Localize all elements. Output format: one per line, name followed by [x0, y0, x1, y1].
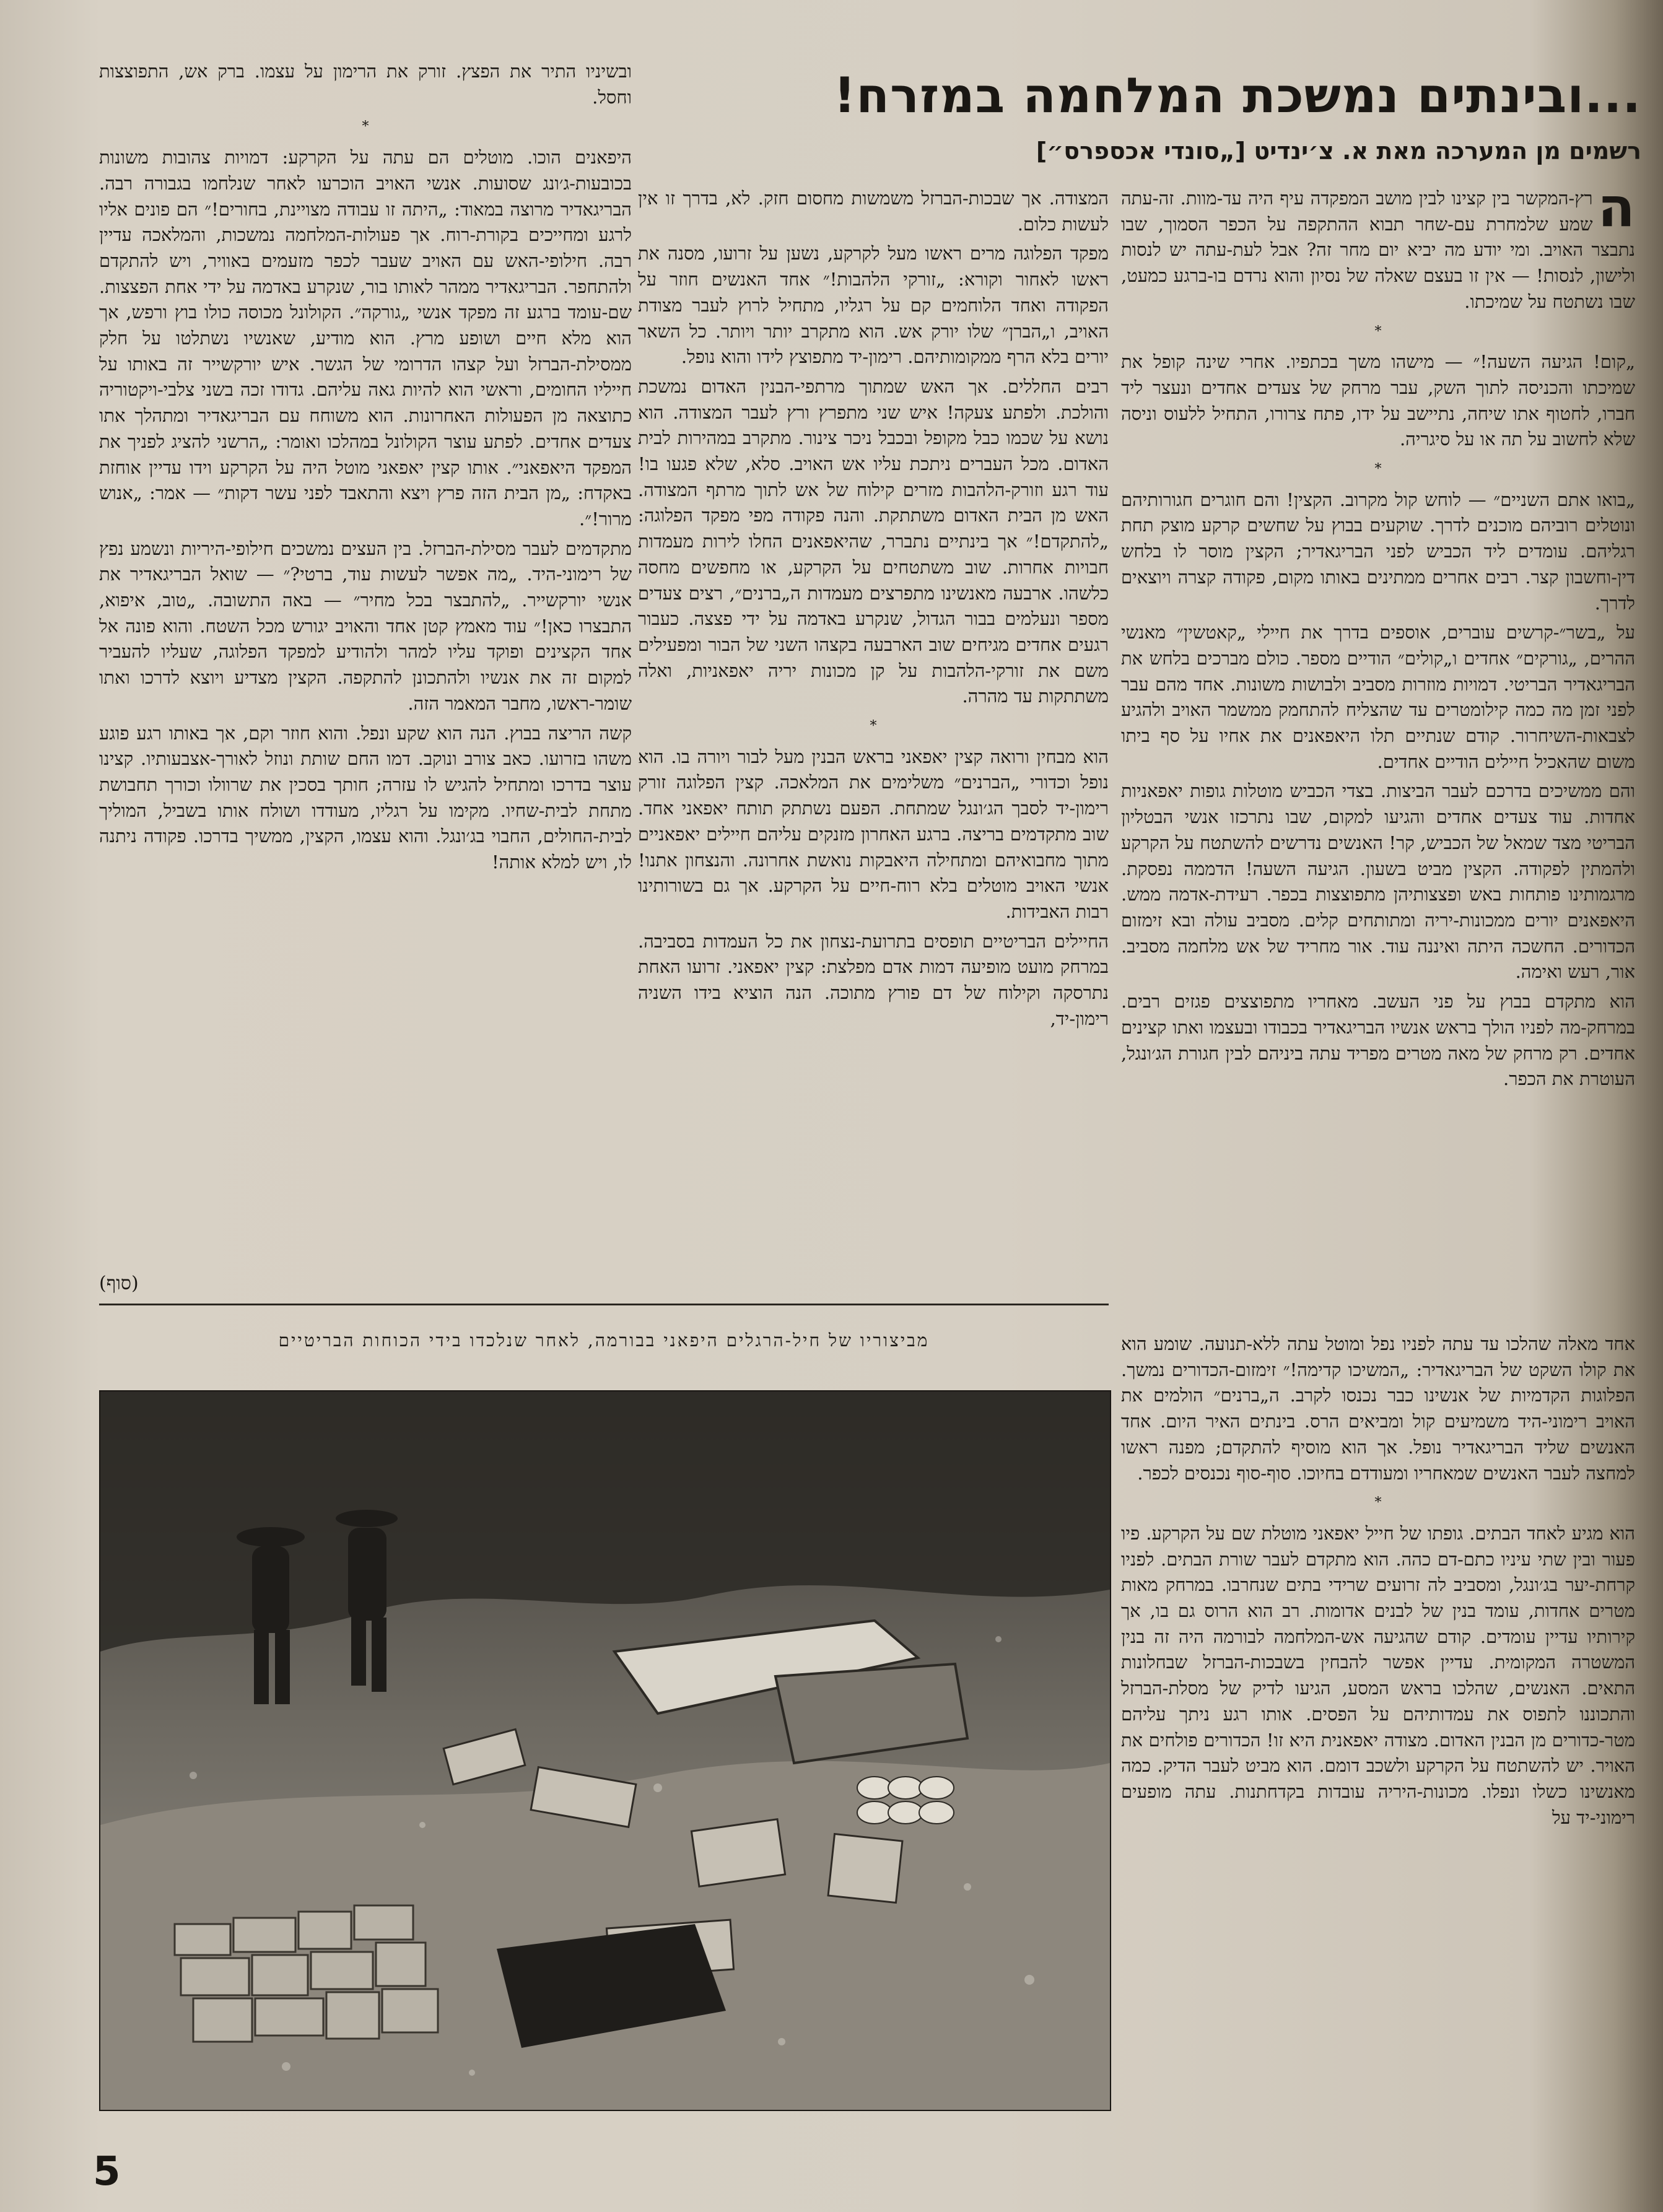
- paragraph: על „בשר״-קרשים עוברים, אוספים בדרך את חיילי „קאטשין״ מאנשי ההרים, „גורקים״ אחדים ו„קולים״ הודיים מספר. כולם מברכים בלחש את הבריגאדיר הבריטי. דמויות מוזרות מסביב ולבושות משונות. אחד מהם עבר לפני זמן מה כמה קילומטרים עד שהצליח להתחמק ממשמר האויב ולהגיע לצבאות-השיחרור. קודם שנתיים תלו היאפאנים את אחיו על סף ביתו משום שהאכיל חיילים הודיים אחדים.: [1121, 622, 1635, 772]
- paragraph: החיילים הבריטיים תופסים בתרועת-נצחון את כל העמדות בסביבה. במרחק מועט מופיעה דמות אדם מפלצת: קצין יאפאני. זרועו האחת נתרסקה וקילוח של דם פורץ מתוכה. הנה הוציא בידו השניה רימון-יד,: [638, 930, 1109, 1029]
- column-right: [1121, 186, 1635, 1273]
- paragraph: המצודה. אך שבכות-הברזל משמשות מחסום חזק. לא, בדרך זו אין לעשות כלום.: [638, 188, 1109, 235]
- separator-star: *: [870, 718, 877, 734]
- paragraph: הוא מתקדם בבוץ על פני העשב. מאחריו מתפוצצים פגזים רבים. במרחק-מה לפניו הולך בראש אנשיו הבריגאדיר בכבודו ובעצמו ואתו קצינים אחדים. רק מרחק של מאה מטרים מפריד עתה ביניהם לבין חגורת הג׳ונגל, העוטרת את הכפר.: [1121, 991, 1635, 1090]
- paragraph: רץ-המקשר בין קצינו לבין מושב המפקדה עיף היה עד-מוות. זה-עתה שמע שלמחרת עם-שחר תבוא ההתקפה על הכפר הסמוך, שבו נתבצר האויב. ומי יודע מה יביא יום מחר זה? אבל לעת-עתה יש לנסות ולישון, לנסות! — אין זו בעצם שאלה של נסיון והוא נרדם בו-ברגע כמעט, שבו נשתטח על שמיכתו.: [1121, 188, 1635, 312]
- photo-image: [100, 1391, 1110, 2110]
- paragraph: קשה הריצה בבוץ. הנה הוא שקע ונפל. והוא חוזר וקם, אך באותו רגע פוגע משהו בזרועו. כאב צורב ונוקב. דמו החם שותת ונוזל לאורך-אצבעותיו. קצינו עוצר בדרכו ומתחיל להגיש לו עזרה; חותך בסכין את שרוולו וכורך תחבושת מתחת לבית-שחיו. מקימו על רגליו, מעודדו ושולח אותו בשביל, המוליך לבית-החולים, החבוי בג׳ונגל. והוא עצמו, הקצין, ממשיך בדרכו. פקודה ניתנה לו, ויש למלא אותה!: [99, 722, 632, 873]
- paragraph: ובשיניו התיר את הפצץ. זורק את הרימון על עצמו. ברק אש, התפוצצות וחסל.: [99, 61, 632, 108]
- paragraph: הוא מבחין ורואה קצין יאפאני בראש הבנין מעל לבור ויורה בו. הוא נופל וכדורי „הברנים״ משלימים את המלאכה. קצין הפלוגה זורק רימון-יד לסבך הג׳ונגל שמתחת. הפעם נשתתק תותח יאפאני אחד. שוב מתקדמים בריצה. ברגע האחרון מזנקים עליהם חיילים יאפאניים מתוך מחבואיהם ומתחילה היאבקות נואשת אחרונה. והנצחון אתנו! אנשי האויב מוטלים בלא רוח-חיים על הקרקע. אך גם בשורותינו רבות האבידות.: [638, 746, 1109, 922]
- drop-cap: ה: [1597, 186, 1635, 239]
- paragraph: והם ממשיכים בדרכם לעבר הביצות. בצדי הכביש מוטלות גופות יאפאניות אחדות. עוד צעדים אחדים והגיעו למקום, שבו נתרכזו אנשי הבטליון הבריטי מצד שמאל של הכביש, קר! האנשים נדרשים להשתטח על הקרקע ולהמתין לפקודה. הקצין מביט בשעון. הגיעה השעה! הדממה נפסקת. מרגמותינו פותחות באש ופצצותיהן מתפוצצות בכפר. רעידת-אדמה ממש. היאפאנים יורים ממכונות-יריה ומתותחים קלים. מסביב עולה ובא זימזום הכדורים. החשכה היתה ואיננה עוד. אור מחריד של אש מלחמה מסביב. אור, רעש ואימה.: [1121, 780, 1635, 983]
- photo-caption: מביצוריו של חיל-הרגלים היפאני בבורמה, לאחר שנלכדו בידי הכוחות הבריטיים: [278, 1330, 930, 1351]
- column-left: [99, 59, 632, 1273]
- separator-star: *: [1374, 461, 1382, 477]
- separator-star: *: [362, 119, 369, 135]
- paragraph: „קום! הגיעה השעה!״ — מישהו משך בכתפיו. אחרי שינה קופל את שמיכתו והכניסה לתוך השק, עבר מרחק של צעדים אחדים ונעצר ליד חברו, לחטוף אתו שיחה, נתיישב על ידו, פתח צרורו, התחיל ללעוס וניסה שלא לחשוב על תה או על סיגריה.: [1121, 351, 1635, 450]
- war-photograph: [99, 1390, 1111, 2111]
- separator-star: *: [1374, 1495, 1382, 1511]
- paragraph: אחד מאלה שהלכו עד עתה לפניו נפל ומוטל עתה ללא-תנועה. שומע הוא את קולו השקט של הבריגאדיר: „המשיכו קדימה!״ זימזום-הכדורים נמשך. הפלוגות הקדמיות של אנשינו כבר נכנסו לקרב. ה„ברנים״ הולמים את האויב רימוני-היד משמיעים קול ומביאים הרס. בינתים האיר היום. אחד האנשים שליד הבריגאדיר נופל. אך הוא מוסיף להתקדם; מפנה ראשו למחצה לעבר האנשים שמאחריו ומעודדם בחיוכו. סוף-סוף נכנסים לכפר.: [1121, 1333, 1635, 1484]
- column-right-lower: [1121, 1331, 1635, 2198]
- article-title: ...ובינתים נמשכת המלחמה במזרח!: [833, 68, 1641, 124]
- paragraph: הוא מגיע לאחד הבתים. גופתו של חייל יאפאני מוטלת שם על הקרקע. פיו פעור ובין שתי עיניו כתם-דם כהה. הוא מתקדם לעבר שורת הבתים. לפניו קרחת-יער בג׳ונגל, ומסביב לה זרועים שרידי בתים שנחרבו. במרחק מאות מטרים אחדות, עומד בנין של לבנים אדומות. רב הוא הרוס גם בו, אך קירותיו עדיין עומדים. קודם שהגיעה אש-המלחמה לבורמה היה זה בנין המשטרה המקומית. עדיין אפשר להבחין בשבכות-הברזל שבחלונות התאים. האנשים, שהלכו בראש המסע, הגיעו לדיק של מסלת-הברזל והתכוננו לתפוס את עמדותיהם על הפסים. אותו רגע ניתך עליהם מטר-כדורים מן הבנין האדום. מצודה יאפאנית היא זו! הכדורים פולחים את האויר. יש להשתטח על הקרקע ולשכב דומם. הוא מביט לעבר הדיק. כמה מאנשינו כשלו ונפלו. מכונות-היריה עובדות בקדחתנות. עתה מופעים רימוני-יד על: [1121, 1522, 1635, 1828]
- paragraph: מתקדמים לעבר מסילת-הברזל. בין העצים נמשכים חילופי-היריות ונשמע נפץ של רימוני-היד. „מה אפשר לעשות עוד, ברטי?״ — שואל הבריגאדיר את אנשי יורקשייר. „להתבצר בכל מחיר״ — באה התשובה. „טוב, איפוא, התבצרו כאן!״ עוד מאמץ קטן אחד והאויב יגורש מכל השטח. והוא פונה אל אחד הקצינים ופוקד עליו למהר ולהודיע למפקד הפלוגה, שעליו להעביר למקום זה את אנשיו ולהתכונן להתקפה. הקצין מצדיע ויוצא לדרכו ואתו שומר-ראשו, מחבר המאמר הזה.: [99, 538, 632, 714]
- article-byline: רשמים מן המערכה מאת א. צ׳ינדיט [„סונדי אכספרס״]: [1036, 137, 1641, 165]
- paragraph: רבים החללים. אך האש שמתוך מרתפי-הבנין האדום נמשכת והולכת. ולפתע צעקה! איש שני מתפרץ ורץ לעבר המצודה. הוא נושא על שכמו כבל מקופל ובכבל ניכר צינור. מתקרב במהירות לבית האדום. מכל העברים ניתכת עליו אש האויב. סלא, שלא פגעו בו! עוד רגע וזורק-הלהבות מזרים קילוח של אש לתוך מרתף המצודה. האש מן הבית האדום משתתקת. והנה פקודה מפי מפקד הפלוגה: „להתקדם!״ אך בינתיים נתברר, שהיאפאנים החלו לירות מעמדות חבויות אחרות. שוב משתטחים על הקרקע, או מחפשים מחסה כלשהו. ארבעה מאנשינו מתפרצים מעמדות ה„ברנים״, רצים צעדים מספר ונעלמים בבור הגדול, שנקרע באדמה על ידי פצצה. כעבור רגעים אחדים מגיחים שוב הארבעה בקצהו השני של הבור ומפעילים משם את זורקי-הלהבות על קן מכונות יריה יאפאניות, ואלה משתתקות עד מהרה.: [638, 375, 1109, 707]
- page-number: 5: [93, 2149, 121, 2195]
- paragraph: „בואו אתם השניים״ — לוחש קול מקרוב. הקצין! והם חוגרים חגורותיהם ונוטלים רוביהם מוכנים לדרך. שוקעים בבוץ על שחשים קרקע מוצק תחת רגליהם. עומדים ליד הכביש לפני הבריגאדיר; הקצין מוסר לו בלחש דין-וחשבון קצר. רבים אחרים ממתינים באותו מקום, פקודה קצרה ויוצאים לדרך.: [1121, 489, 1635, 614]
- paragraph: מפקד הפלוגה מרים ראשו מעל לקרקע, נשען על זרועו, מסנה את ראשו לאחור וקורא: „זורקי הלהבות!״ אחד האנשים חוזר על הפקודה ואחד הלוחמים קם על רגליו, מתחיל לרוץ לעבר מצודת האויב, ו„הברן״ שלו יורק אש. הוא מתקרב יותר ויותר. כל השאר יורים בלא הרף ממקומותיהם. רימון-יד מתפוצץ לידו והוא נופל.: [638, 243, 1109, 368]
- column-middle: [638, 186, 1109, 1273]
- paragraph: היפאנים הוכו. מוטלים הם עתה על הקרקע: דמויות צהובות משונות בכובעות-ג׳ונג שסועות. אנשי האויב הוכרעו לאחר שנלחמו בגבורה רבה. הבריגאדיר מרוצה במאוד: „היתה זו עבודה מצויינת, בחורים!״ הם פונים אליו לרגע ומחייכים בקורת-רוח. אך פעולות-המלחמה נמשכות, והמלאכה עדיין רבה. חילופי-האש עם האויב שעבר לכפר מזעמים באוויר, ויש להתקדם ולהתחפר. הבריגאדיר ממהר לאותו בור, שנקרע באדמה על ידי אחת הפצצות. שם-עומד ברגע זה מפקד אנשי „גורקה״. הקולונל מכוסה כולו בוץ ורפש, אך הוא מלא חיים ושופע מרץ. הוא מודיע, שאנשיו נשתלטו על חלק ממסילת-הברזל ועל קצהו הדרומי של הגשר. איש יורקשייר זה באותו על חייליו החומים, וראשי הוא להיות גאה עליהם. גדודו זכה בשני צלבי-ויקטוריה כתוצאה מן הפעולות האחרונות. הוא משוחח עם הבריגאדיר ומתהלך אתו צעדים אחדים. לפתע עוצר הקולונל במהלכו ואומר: „הרשני להציג לפניך את המפקד היאפאני״. אותו קצין יאפאני מוטל היה על הקרקע וידו עדיין אוחזת באקדח: „מן הבית הזה פרץ ויצא והתאבד לפני עשר דקות״ — אמר: „אנוש מרור!״.: [99, 147, 632, 529]
- separator-star: *: [1374, 323, 1382, 339]
- end-mark: (סוף): [99, 1273, 139, 1294]
- horizontal-rule: [99, 1304, 1109, 1305]
